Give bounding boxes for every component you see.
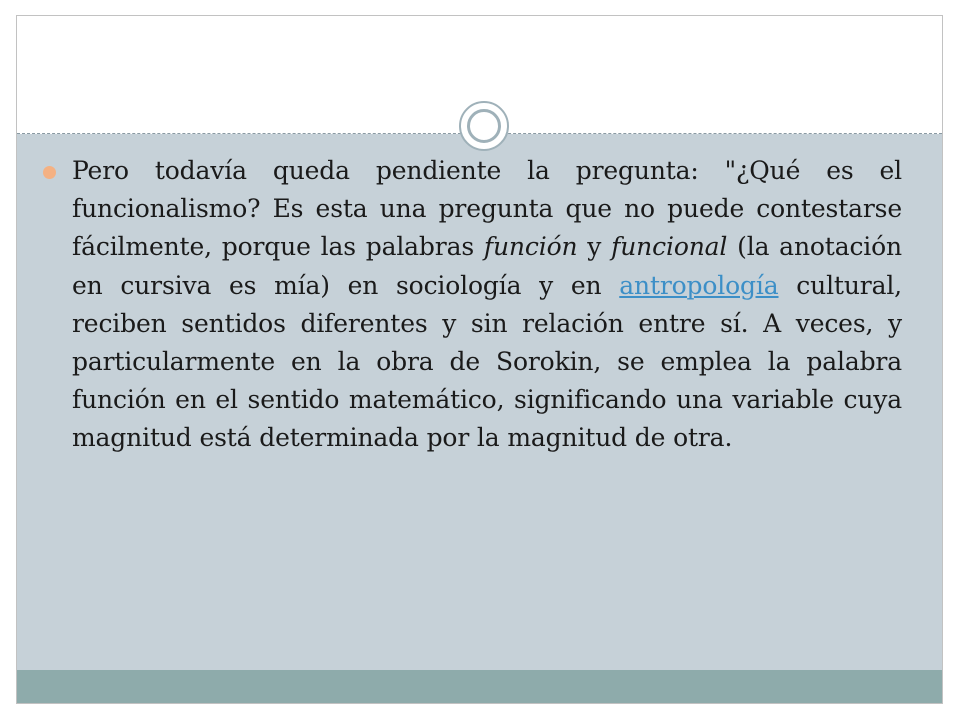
list-item [40, 152, 902, 458]
paragraph-part-1: Pero todavía queda pendiente la pregunta: "¿Qué es el funcionalismo? Es esta una pregunta que no puede contestarse fácilmente, porque las palabras [72, 156, 902, 262]
italic-word-funcional: funcional [611, 232, 728, 262]
paragraph-part-2: y [577, 232, 612, 262]
bullet-list [40, 152, 902, 458]
bullet-dot-icon [43, 166, 56, 179]
paragraph-part-4: cultural, reciben sentidos diferentes y sin relación entre sí. A veces, y particularmente en la obra de Sorokin, se emplea la palabra función en el sentido matemático, significando una variable cuya magnitud está determinada por la magnitud de otra. [72, 270, 902, 453]
paragraph-part-3: (la anotación en cursiva es mía) en sociología y en [72, 232, 902, 300]
antropologia-link[interactable]: antropología [619, 270, 779, 300]
italic-word-funcion: función [483, 232, 578, 262]
ring-inner [467, 109, 501, 143]
ring-ornament-icon [459, 101, 509, 151]
paragraph-text [72, 152, 902, 458]
footer-band [17, 670, 942, 704]
